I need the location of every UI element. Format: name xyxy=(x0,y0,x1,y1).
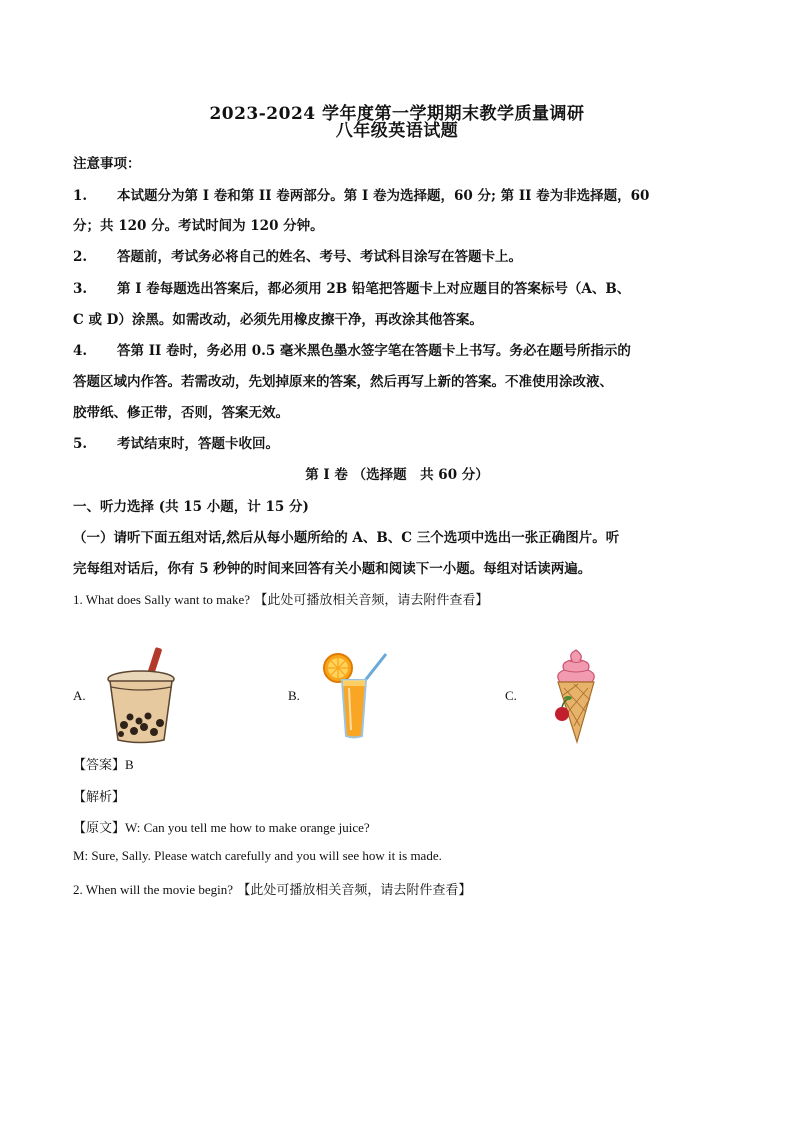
transcript-line-1 xyxy=(73,817,370,836)
notice-item-1-cont: 分；共 120 分。考试时间为 120 分钟。 xyxy=(73,218,324,234)
transcript-text-1: W: Can you tell me how to make orange juice? xyxy=(125,820,370,835)
part-title: 一、听力选择 (共 15 小题，计 15 分) xyxy=(73,499,309,515)
answer-value: B xyxy=(125,757,134,772)
question-2-text: 2. When will the movie begin? xyxy=(73,882,234,897)
transcript-text-2: M: Sure, Sally. Please watch carefully and you will see how it is made. xyxy=(73,848,442,863)
notice-item-3 xyxy=(73,277,630,297)
question-1-text: 1. What does Sally want to make? xyxy=(73,592,251,607)
notice-item-3-cont: C 或 D）涂黑。如需改动，必须先用橡皮擦干净，再改涂其他答案。 xyxy=(73,312,483,328)
question-2 xyxy=(73,879,471,898)
notice-item-4-cont: 答题区域内作答。若需改动，先划掉原来的答案，然后再写上新的答案。不准使用涂改液、 xyxy=(73,374,613,390)
exam-title: 2023-2024 学年度第一学期期末教学质量调研 xyxy=(209,104,585,124)
notice-heading: 注意事项： xyxy=(73,156,141,172)
bubble-tea-icon[interactable] xyxy=(106,645,176,749)
transcript-line-2 xyxy=(73,848,442,864)
orange-juice-icon[interactable] xyxy=(320,652,390,744)
notice-item-text: 第 I 卷每题选出答案后，都必须用 2B 铅笔把答题卡上对应题目的答案标号（A、B、 xyxy=(117,281,631,297)
notice-item-num: 3. xyxy=(73,281,88,297)
notice-item-num: 2. xyxy=(73,249,88,265)
notice-item-4 xyxy=(73,339,631,359)
option-c-label[interactable]: C. xyxy=(505,688,517,703)
analysis-tag: 【解析】 xyxy=(73,790,126,805)
section-title: 第 I 卷 （选择题 共 60 分） xyxy=(305,467,489,483)
notice-item-text: 本试题分为第 I 卷和第 II 卷两部分。第 I 卷为选择题，60 分; 第 II 卷为非选择题，60 xyxy=(117,188,650,204)
exam-subtitle: 八年级英语试题 xyxy=(335,121,459,141)
audio-note[interactable]: 【此处可播放相关音频，请去附件查看】 xyxy=(237,883,472,898)
notice-item-5 xyxy=(73,432,279,452)
option-a-label[interactable]: A. xyxy=(73,688,86,703)
option-b-label[interactable]: B. xyxy=(288,688,300,703)
answer-line xyxy=(73,754,134,773)
notice-item-num: 4. xyxy=(73,343,88,359)
question-1 xyxy=(73,589,488,608)
notice-item-1 xyxy=(73,184,649,204)
notice-item-2 xyxy=(73,245,522,265)
notice-item-text: 答第 II 卷时，务必用 0.5 毫米黑色墨水签字笔在答题卡上书写。务必在题号所指示的 xyxy=(117,343,631,359)
notice-item-text: 答题前，考试务必将自己的姓名、考号、考试科目涂写在答题卡上。 xyxy=(117,249,522,265)
audio-note[interactable]: 【此处可播放相关音频，请去附件查看】 xyxy=(254,593,489,608)
notice-item-text: 考试结束时，答题卡收回。 xyxy=(117,436,279,452)
ice-cream-cone-icon[interactable] xyxy=(550,648,602,748)
notice-item-num: 1. xyxy=(73,188,88,204)
notice-item-4-cont2: 胶带纸、修正带，否则，答案无效。 xyxy=(73,405,289,421)
transcript-tag: 【原文】 xyxy=(73,821,126,836)
notice-item-num: 5. xyxy=(73,436,88,452)
answer-tag: 【答案】 xyxy=(73,758,126,773)
part-instructions-2: 完每组对话后，你有 5 秒钟的时间来回答有关小题和阅读下一小题。每组对话读两遍。 xyxy=(73,561,592,577)
part-instructions-1: （一）请听下面五组对话,然后从每小题所给的 A、B、C 三个选项中选出一张正确图片。听 xyxy=(73,530,620,546)
